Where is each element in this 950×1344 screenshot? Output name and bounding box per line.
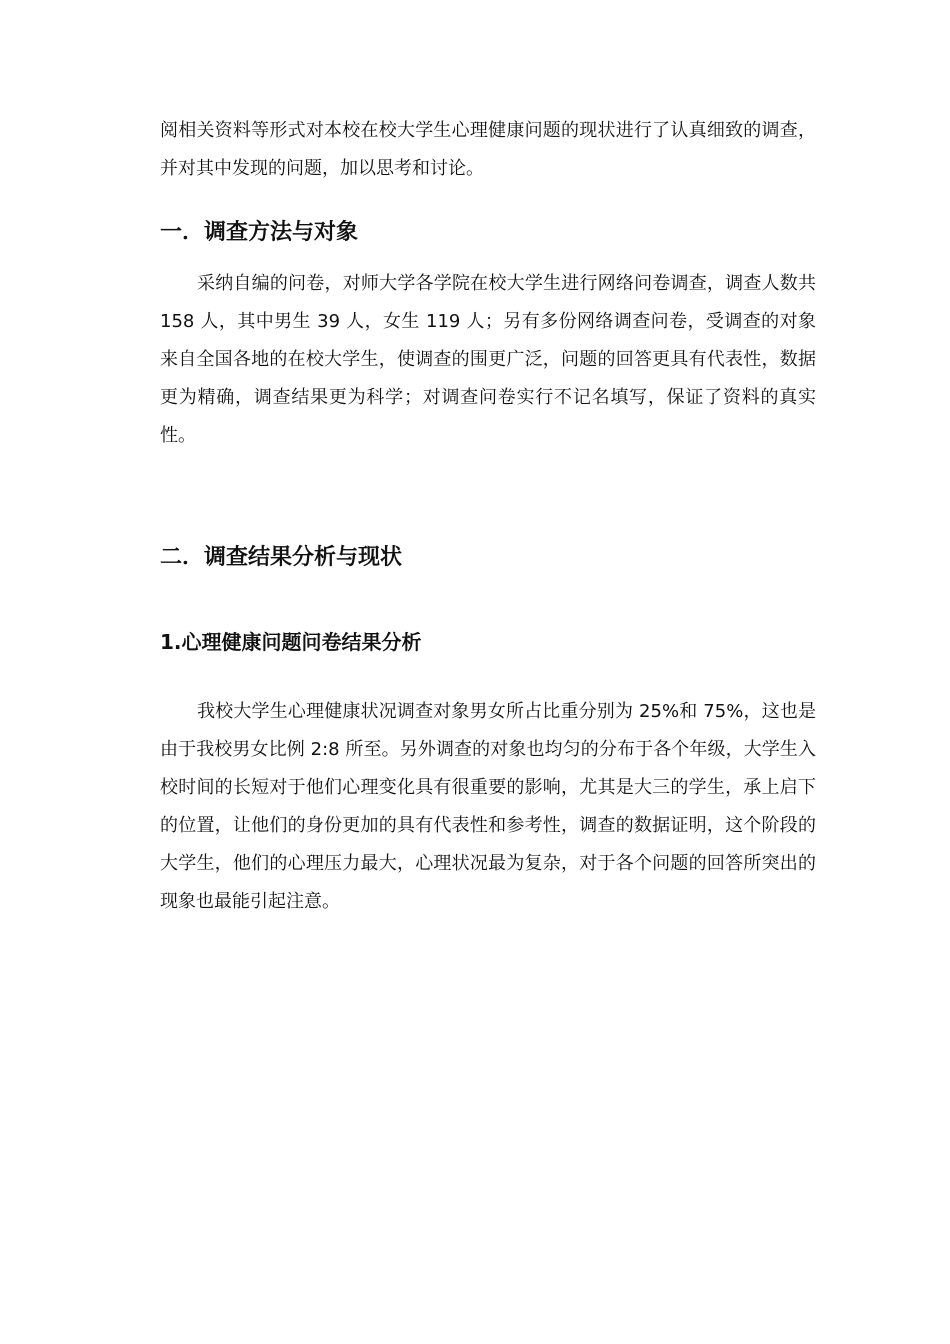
section1-heading: 一．调查方法与对象	[160, 220, 359, 245]
section2-heading: 二．调查结果分析与现状	[160, 545, 403, 570]
subsection1-paragraph: 我校大学生心理健康状况调查对象男女所占比重分别为 25%和 75%，这也是由于我校男女比例 2:8 所至。另外调查的对象也均匀的分布于各个年级，大学生入校时间的长短对于他们心理变化具有很重要的影响，尤其是大三的学生，承上启下的位置，让他们的身份更加的具有代表性和参考性，调查的数据证明，这个阶段的大学生，他们的心理压力最大，心理状况最为复杂，对于各个问题的回答所突出的现象也最能引起注意。	[160, 701, 816, 912]
subsection1-heading: 1.心理健康问题问卷结果分析	[160, 630, 422, 654]
intro-paragraph: 阅相关资料等形式对本校在校大学生心理健康问题的现状进行了认真细致的调查，并对其中发现的问题，加以思考和讨论。	[160, 120, 816, 179]
document-page	[160, 112, 816, 921]
section1-paragraph: 采纳自编的问卷，对师大学各学院在校大学生进行网络问卷调查，调查人数共 158 人，其中男生 39 人，女生 119 人；另有多份网络调查问卷，受调查的对象来自全国各地的在校大学生，使调查的围更广泛，问题的回答更具有代表性，数据更为精确，调查结果更为科学；对调查问卷实行不记名填写，保证了资料的真实性。	[160, 273, 816, 446]
